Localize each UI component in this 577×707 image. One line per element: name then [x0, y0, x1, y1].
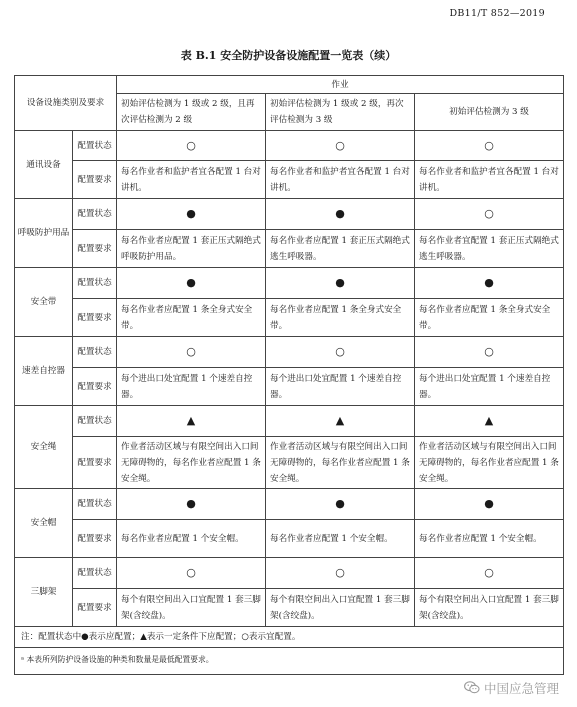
document-id: DB11/T 852—2019: [449, 8, 545, 19]
status-symbol: ○: [117, 131, 266, 161]
requirement-cell: 每名作业者应配置 1 条全身式安全带。: [117, 299, 266, 337]
category-cell: 安全绳: [15, 406, 73, 489]
status-label: 配置状态: [73, 489, 117, 520]
requirement-cell: 每名作业者应配置 1 条全身式安全带。: [415, 299, 564, 337]
table-row: [15, 558, 564, 589]
table-row: [15, 589, 564, 627]
requirement-cell: 作业者活动区域与有限空间出入口间无障碍物的，每名作业者应配置 1 条安全绳。: [266, 437, 415, 489]
requirement-cell: 每个进出口处宜配置 1 个速差自控器。: [266, 368, 415, 406]
status-symbol: ○: [415, 199, 564, 230]
footnote: ᵃ 本表所列防护设备设施的种类和数量是最低配置要求。: [15, 648, 564, 675]
status-label: 配置状态: [73, 558, 117, 589]
table-row: [15, 268, 564, 299]
watermark: [464, 679, 559, 698]
status-symbol: ●: [415, 489, 564, 520]
table-title: 表 B.1 安全防护设备设施配置一览表（续）: [180, 49, 397, 62]
category-cell: 通讯设备: [15, 131, 73, 199]
table-row: [15, 199, 564, 230]
requirement-label: 配置要求: [73, 520, 117, 558]
status-symbol: ○: [266, 131, 415, 161]
requirement-cell: 每名作业者应配置 1 套正压式隔绝式呼吸防护用品。: [117, 230, 266, 268]
requirement-cell: 每个进出口处宜配置 1 个速差自控器。: [415, 368, 564, 406]
requirement-cell: 作业者活动区域与有限空间出入口间无障碍物的，每名作业者应配置 1 条安全绳。: [415, 437, 564, 489]
wechat-icon: [464, 681, 480, 697]
header-category: 设备设施类别及要求: [15, 76, 117, 131]
status-symbol: ●: [117, 268, 266, 299]
table-row: [15, 406, 564, 437]
status-label: 配置状态: [73, 268, 117, 299]
header-column-2: 初始评估检测为 1 级或 2 级，再次评估检测为 3 级: [266, 94, 415, 131]
requirement-label: 配置要求: [73, 161, 117, 199]
status-symbol: ○: [415, 337, 564, 368]
category-cell: 呼吸防护用品: [15, 199, 73, 268]
status-label: 配置状态: [73, 131, 117, 161]
requirement-cell: 每个有限空间出入口宜配置 1 套三脚架(含绞盘)。: [266, 589, 415, 627]
status-symbol: ▲: [117, 406, 266, 437]
status-label: 配置状态: [73, 406, 117, 437]
table-row: [15, 299, 564, 337]
table-row: [15, 520, 564, 558]
status-symbol: ○: [117, 558, 266, 589]
watermark-text: 中国应急管理: [483, 680, 559, 696]
status-symbol: ▲: [266, 406, 415, 437]
header-column-1: 初始评估检测为 1 级或 2 级，且再次评估检测为 2 级: [117, 94, 266, 131]
requirement-cell: 每名作业者和监护者宜各配置 1 台对讲机。: [266, 161, 415, 199]
status-symbol: ▲: [415, 406, 564, 437]
requirement-cell: 每名作业者应配置 1 条全身式安全带。: [266, 299, 415, 337]
category-cell: 三脚架: [15, 558, 73, 627]
status-symbol: ○: [415, 131, 564, 161]
table-row: [15, 230, 564, 268]
requirement-cell: 每名作业者和监护者宜各配置 1 台对讲机。: [117, 161, 266, 199]
requirement-cell: 每名作业者应配置 1 个安全帽。: [117, 520, 266, 558]
requirement-cell: 作业者活动区域与有限空间出入口间无障碍物的，每名作业者应配置 1 条安全绳。: [117, 437, 266, 489]
requirement-cell: 每个进出口处宜配置 1 个速差自控器。: [117, 368, 266, 406]
requirement-label: 配置要求: [73, 437, 117, 489]
table-row: [15, 437, 564, 489]
header-column-3: 初始评估检测为 3 级: [415, 94, 564, 131]
table-row: [15, 131, 564, 161]
legend-note: 注：配置状态中●表示应配置；▲表示一定条件下应配置；○表示宜配置。: [15, 627, 564, 648]
status-symbol: ●: [117, 199, 266, 230]
status-symbol: ○: [266, 337, 415, 368]
requirement-cell: 每个有限空间出入口宜配置 1 套三脚架(含绞盘)。: [117, 589, 266, 627]
requirement-cell: 每名作业者应配置 1 套正压式隔绝式逃生呼吸器。: [266, 230, 415, 268]
table-row: [15, 368, 564, 406]
category-cell: 安全带: [15, 268, 73, 337]
requirement-cell: 每名作业者和监护者宜各配置 1 台对讲机。: [415, 161, 564, 199]
status-label: 配置状态: [73, 337, 117, 368]
status-symbol: ●: [266, 489, 415, 520]
status-symbol: ●: [266, 199, 415, 230]
requirement-cell: 每名作业者宜配置 1 套正压式隔绝式逃生呼吸器。: [415, 230, 564, 268]
status-symbol: ○: [117, 337, 266, 368]
table-row: [15, 161, 564, 199]
requirement-cell: 每名作业者应配置 1 个安全帽。: [415, 520, 564, 558]
status-label: 配置状态: [73, 199, 117, 230]
category-cell: 速差自控器: [15, 337, 73, 406]
requirement-cell: 每名作业者应配置 1 个安全帽。: [266, 520, 415, 558]
status-symbol: ●: [117, 489, 266, 520]
category-cell: 安全帽: [15, 489, 73, 558]
table-row: [15, 489, 564, 520]
requirement-cell: 每个有限空间出入口宜配置 1 套三脚架(含绞盘)。: [415, 589, 564, 627]
header-group: 作业: [117, 76, 564, 94]
status-symbol: ○: [415, 558, 564, 589]
status-symbol: ○: [266, 558, 415, 589]
table-row: [15, 337, 564, 368]
requirement-label: 配置要求: [73, 299, 117, 337]
requirement-label: 配置要求: [73, 368, 117, 406]
requirement-label: 配置要求: [73, 589, 117, 627]
status-symbol: ●: [415, 268, 564, 299]
equipment-table: [14, 75, 564, 675]
requirement-label: 配置要求: [73, 230, 117, 268]
status-symbol: ●: [266, 268, 415, 299]
